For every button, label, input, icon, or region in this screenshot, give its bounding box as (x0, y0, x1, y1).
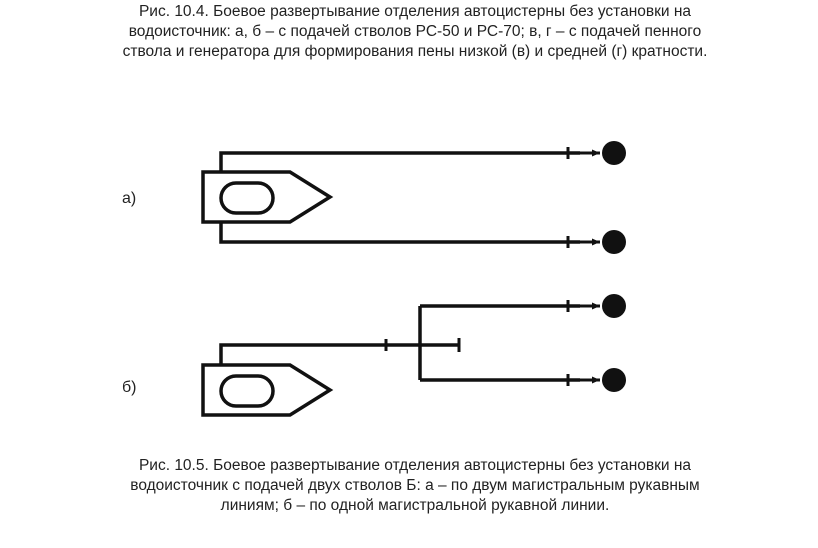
nozzle-icon (602, 368, 626, 392)
nozzle-icon (602, 141, 626, 165)
figure-10-5-caption (60, 456, 770, 516)
hose-line-upper (221, 153, 580, 172)
caption-line: Рис. 10.4. Боевое развертывание отделения автоцистерны без установки на (138, 3, 692, 20)
caption-line: линиям; б – по одной магистральной рукавной линии. (220, 497, 610, 514)
caption-line: водоисточник: а, б – с подачей стволов РС-50 и РС-70; в, г – с подачей пенного (128, 23, 702, 40)
water-tank-icon (221, 183, 273, 213)
caption-line: ствола и генератора для формирования пены низкой (в) и средней (г) кратности. (122, 43, 708, 60)
water-tank-icon (221, 376, 273, 406)
diagram-b (203, 294, 626, 415)
nozzle-icon (602, 230, 626, 254)
hose-line-lower (221, 222, 580, 242)
caption-line: водоисточник с подачей двух стволов Б: а – по двум магистральным рукавным (130, 477, 700, 494)
diagram-b-label: б) (122, 379, 137, 396)
main-hose-line (221, 345, 460, 365)
diagram-a-label: а) (122, 190, 137, 207)
nozzle-icon (602, 294, 626, 318)
diagram-a (203, 141, 626, 254)
caption-line: Рис. 10.5. Боевое развертывание отделения автоцистерны без установки на (138, 457, 692, 474)
